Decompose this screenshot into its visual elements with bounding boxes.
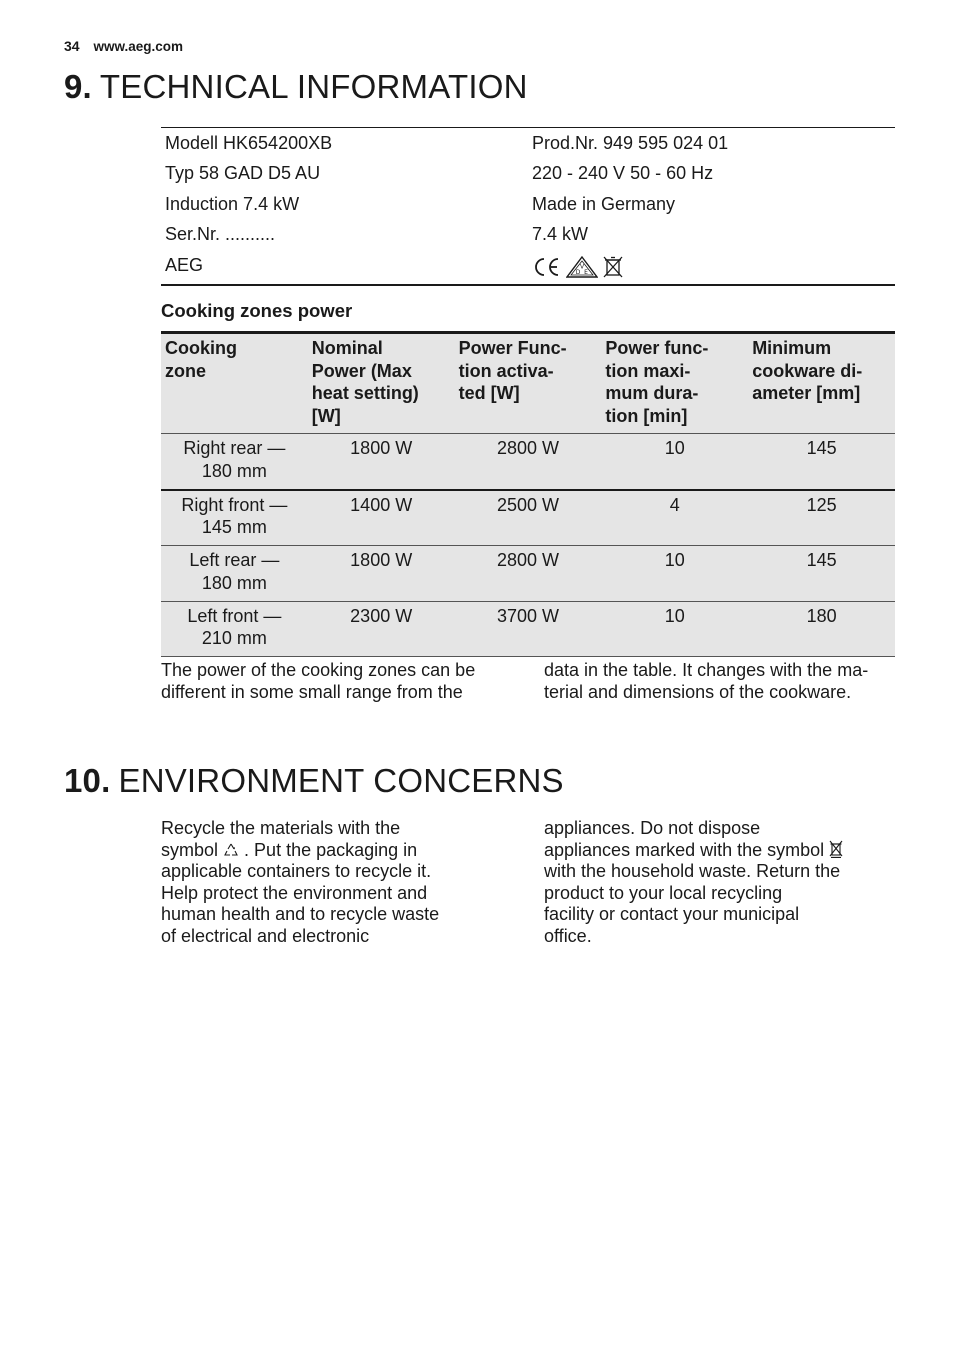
- rating-cell: Modell HK654200XB: [165, 133, 333, 153]
- nominal-cell: 1400 W: [350, 494, 413, 515]
- duration-cell: 10: [664, 438, 685, 458]
- rating-plate-table: [161, 127, 895, 286]
- table-row: [161, 491, 895, 547]
- weee-bin-icon: [829, 840, 843, 858]
- section-number: 9.: [64, 68, 92, 105]
- header-power-function-activated: Power Func- tion activa- ted [W]: [458, 338, 567, 403]
- rating-cell: 220 - 240 V 50 - 60 Hz: [532, 163, 714, 184]
- section-number: 10.: [64, 762, 111, 799]
- environment-text-right: appliances. Do not dispose appliances marked with the symbol with the household waste. Return the product to your local recycling facility or contact your municipal office.: [544, 818, 904, 947]
- zone-cell: Right rear — 180 mm: [183, 438, 286, 481]
- nominal-cell: 1800 W: [350, 438, 413, 458]
- duration-cell: 4: [669, 494, 680, 515]
- table-row: [161, 546, 895, 602]
- svg-text:V: V: [579, 263, 585, 271]
- ce-mark-icon: [532, 256, 562, 278]
- nominal-cell: 2300 W: [350, 605, 413, 626]
- rating-row: [161, 221, 895, 251]
- environment-text-left: Recycle the materials with the symbol . Put the packaging in applicable containers to recycle it. Help protect the environment and human health and to recycle waste of electrical and electronic: [161, 818, 440, 946]
- section-title-environment-concerns: [64, 762, 564, 800]
- activated-cell: 2800 W: [496, 550, 560, 571]
- rating-cell: AEG: [165, 254, 204, 275]
- section-title-text: ENVIRONMENT CONCERNS: [118, 762, 564, 799]
- rating-cell: 7.4 kW: [532, 224, 589, 245]
- certification-marks: [532, 252, 895, 284]
- header-cooking-zone: Cooking zone: [165, 338, 237, 381]
- page-header: [64, 38, 183, 54]
- zone-cell: Right front — 145 mm: [181, 494, 288, 538]
- rating-cell: Prod.Nr. 949 595 024 01: [532, 133, 729, 153]
- rating-row: [161, 130, 895, 160]
- rating-cell: Induction 7.4 kW: [165, 193, 300, 214]
- header-nominal-power: Nominal Power (Max heat setting) [W]: [311, 338, 419, 426]
- section-title-text: TECHNICAL INFORMATION: [99, 68, 528, 105]
- website-url: www.aeg.com: [93, 39, 183, 54]
- duration-cell: 10: [664, 550, 685, 571]
- rating-cell: Typ 58 GAD D5 AU: [165, 163, 321, 184]
- diameter-cell: 145: [806, 550, 837, 571]
- activated-cell: 2800 W: [496, 438, 560, 458]
- section-title-technical-information: [64, 68, 528, 106]
- power-note-left: The power of the cooking zones can be different in some small range from the: [161, 660, 476, 702]
- svg-text:D: D: [575, 268, 581, 276]
- vde-mark-icon: [566, 256, 598, 278]
- weee-bin-icon: [602, 255, 624, 279]
- rating-cell: Ser.Nr. ..........: [165, 224, 276, 245]
- table-header-row: [161, 334, 895, 434]
- rating-row: [161, 160, 895, 190]
- table-row: [161, 434, 895, 491]
- cooking-zones-power-table: [161, 331, 895, 657]
- header-power-function-duration: Power func- tion maxi- mum dura- tion [min]: [605, 338, 709, 426]
- rating-row: [161, 191, 895, 221]
- rating-row: [161, 252, 895, 284]
- svg-text:E: E: [584, 268, 588, 276]
- duration-cell: 10: [664, 605, 685, 626]
- header-minimum-diameter: Minimum cookware di- ameter [mm]: [752, 338, 863, 403]
- power-note-right: data in the table. It changes with the ma- terial and dimensions of the cookware.: [544, 660, 869, 702]
- recycle-icon: [223, 842, 239, 858]
- zone-cell: Left front — 210 mm: [187, 605, 282, 649]
- table-row: [161, 602, 895, 658]
- diameter-cell: 145: [806, 438, 837, 458]
- diameter-cell: 125: [806, 494, 837, 515]
- page-number: 34: [64, 38, 80, 54]
- cooking-zones-heading: Cooking zones power: [161, 300, 353, 321]
- activated-cell: 3700 W: [496, 605, 560, 626]
- activated-cell: 2500 W: [496, 494, 560, 515]
- rating-cell: Made in Germany: [532, 193, 676, 214]
- nominal-cell: 1800 W: [350, 550, 413, 571]
- zone-cell: Left rear — 180 mm: [189, 550, 280, 593]
- diameter-cell: 180: [806, 605, 837, 626]
